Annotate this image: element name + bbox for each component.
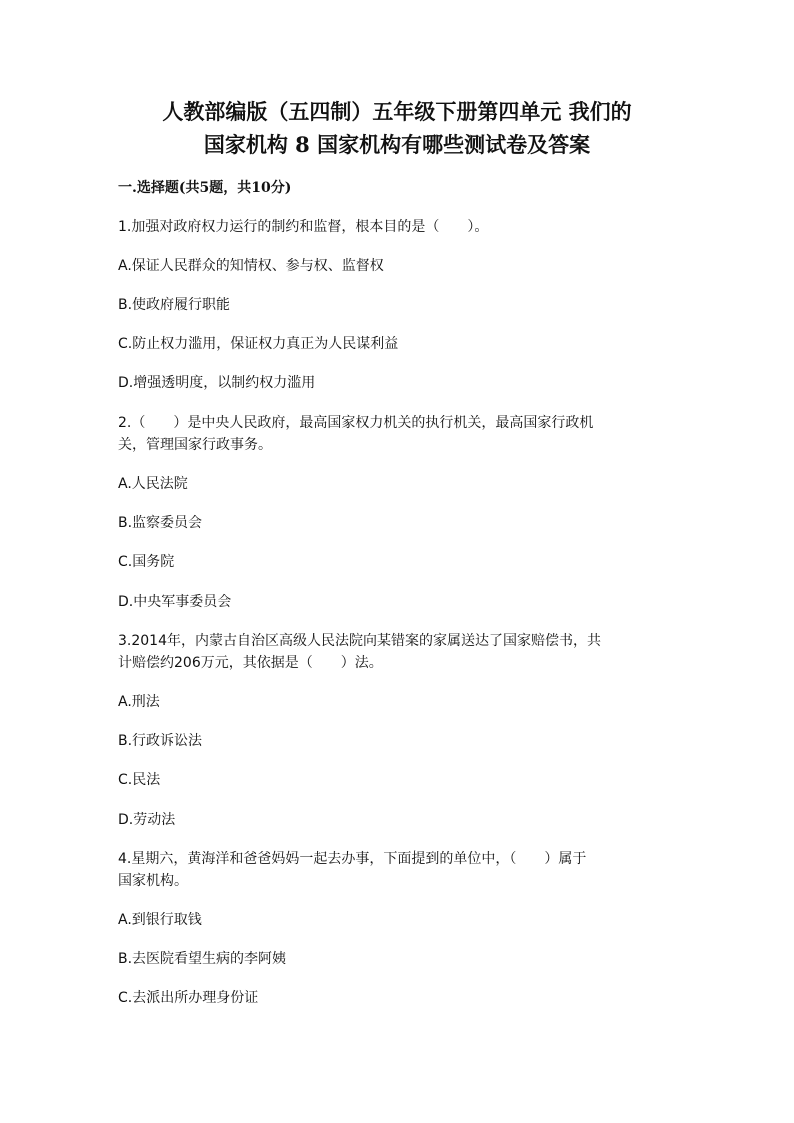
- question-3-option-a: A.刑法: [118, 694, 160, 710]
- question-2-option-a: A.人民法院: [118, 476, 188, 492]
- question-3-stem-line-1: 3.2014年，内蒙古自治区高级人民法院向某错案的家属送达了国家赔偿书，共: [118, 633, 601, 649]
- question-4-option-c: C.去派出所办理身份证: [118, 990, 259, 1006]
- question-2-option-b: B.监察委员会: [118, 515, 203, 531]
- question-1-option-c: C.防止权力滥用，保证权力真正为人民谋利益: [118, 336, 399, 352]
- document-title-line-1: 人教部编版（五四制）五年级下册第四单元 我们的: [162, 99, 632, 124]
- section-heading: 一.选择题(共5题，共10分): [118, 180, 292, 196]
- question-4-stem-line-2: 国家机构。: [118, 873, 188, 889]
- question-2-stem-line-1: 2.（ ）是中央人民政府，最高国家权力机关的执行机关，最高国家行政机: [118, 415, 594, 431]
- question-1-option-a: A.保证人民群众的知情权、参与权、监督权: [118, 258, 384, 274]
- document-title-line-2: 国家机构 8 国家机构有哪些测试卷及答案: [203, 132, 591, 157]
- question-2-option-d: D.中央军事委员会: [118, 594, 232, 610]
- question-1-option-d: D.增强透明度，以制约权力滥用: [118, 375, 316, 391]
- question-2-option-c: C.国务院: [118, 554, 175, 570]
- question-1-stem: 1.加强对政府权力运行的制约和监督，根本目的是（ ）。: [118, 219, 489, 235]
- question-3-option-d: D.劳动法: [118, 812, 176, 828]
- question-4-option-b: B.去医院看望生病的李阿姨: [118, 951, 287, 967]
- question-3-option-c: C.民法: [118, 772, 161, 788]
- question-4-stem-line-1: 4.星期六，黄海洋和爸爸妈妈一起去办事，下面提到的单位中，（ ）属于: [118, 851, 587, 867]
- question-2-stem-line-2: 关，管理国家行政事务。: [118, 437, 272, 453]
- question-1-option-b: B.使政府履行职能: [118, 297, 231, 313]
- question-3-option-b: B.行政诉讼法: [118, 733, 203, 749]
- question-4-option-a: A.到银行取钱: [118, 912, 202, 928]
- question-3-stem-line-2: 计赔偿约206万元，其依据是（ ）法。: [118, 655, 383, 671]
